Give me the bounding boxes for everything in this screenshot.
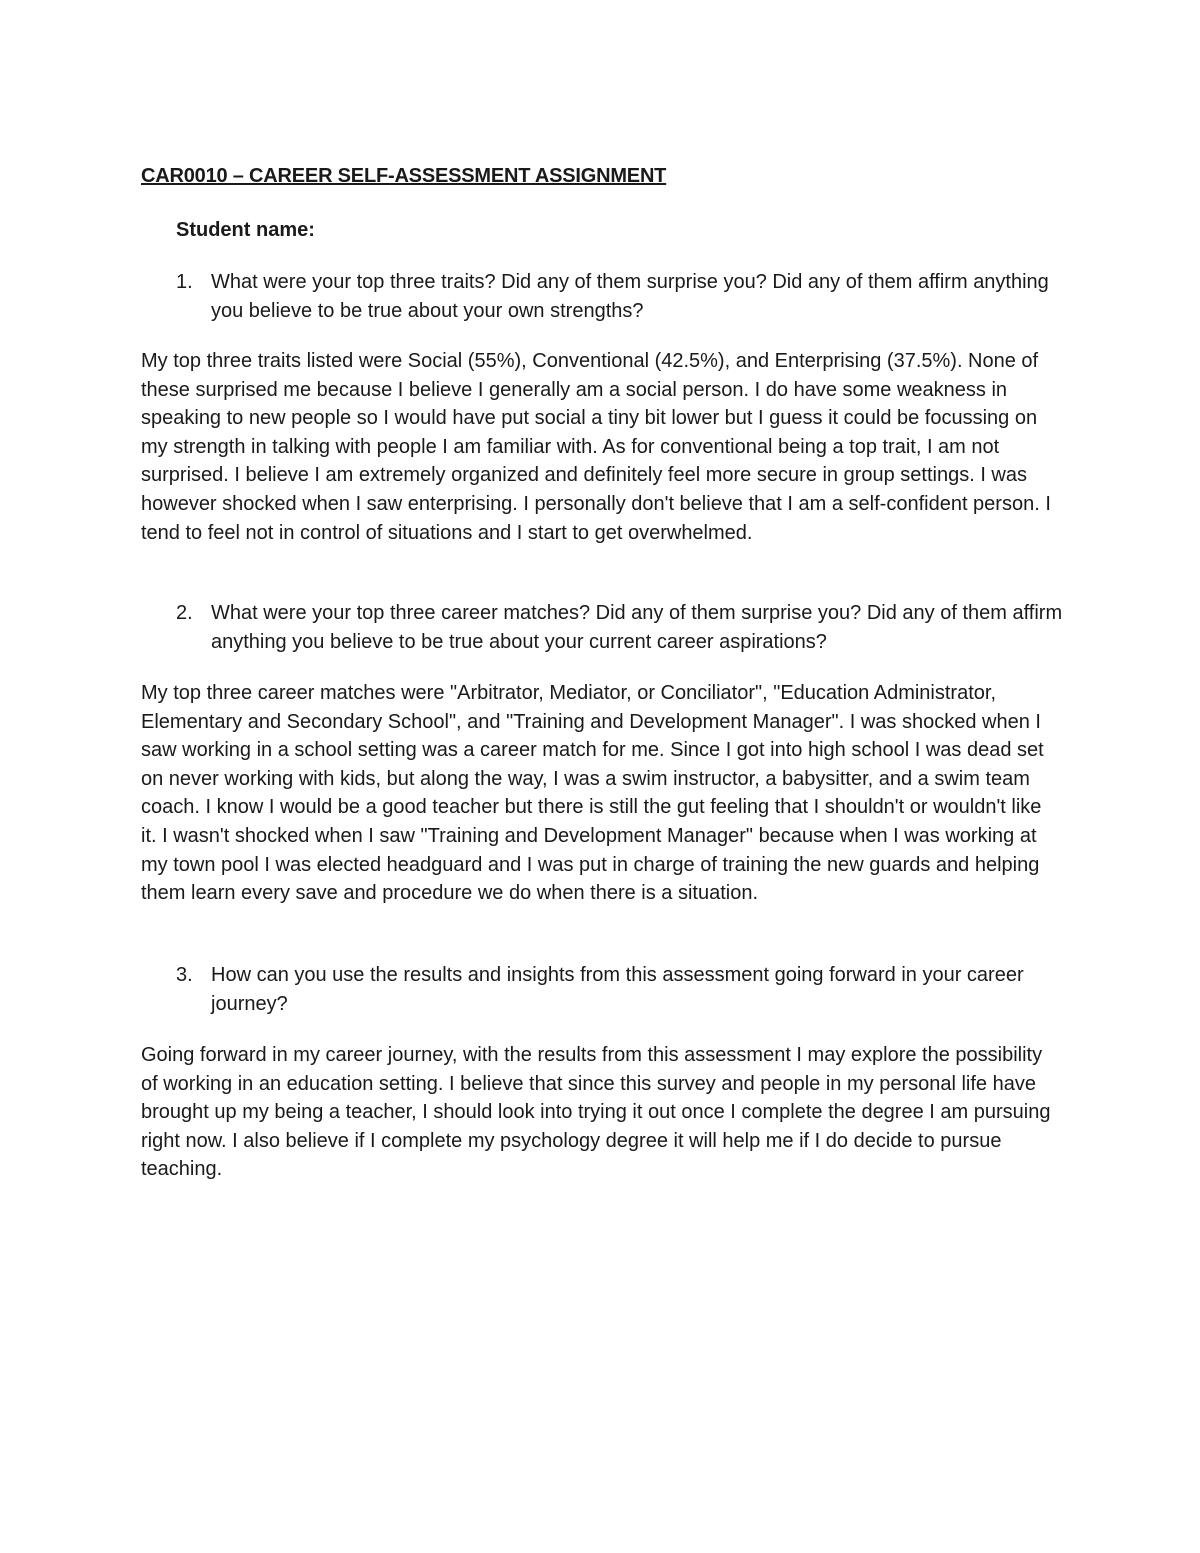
question-text: What were your top three career matches? Did any of them surprise you? Did any of them affirm anything you believe to be true about your current career aspirations?	[211, 602, 1063, 653]
answer-1: My top three traits listed were Social (55%), Conventional (42.5%), and Enterprising (37.5%). None of these surprised me because I believe I generally am a social person. I do have some weakness in speaking to new people so I would have put social a tiny bit lower but I guess it could be focussing on my strength in talking with people I am familiar with. As for conventional being a top trait, I am not surprised. I believe I am extremely organized and definitely feel more secure in group settings. I was however shocked when I saw enterprising. I personally don't believe that I am a self-confident person. I tend to feel not in control of situations and I start to get overwhelmed.	[141, 350, 1051, 544]
question-1	[141, 268, 1071, 325]
answer-3: Going forward in my career journey, with the results from this assessment I may explore the possibility of working in an education setting. I believe that since this survey and people in my personal life have brought up my being a teacher, I should look into trying it out once I complete the degree I am pursuing right now. I also believe if I complete my psychology degree it will help me if I do decide to pursue teaching.	[141, 1044, 1051, 1181]
document-title: CAR0010 – CAREER SELF-ASSESSMENT ASSIGNMENT	[141, 165, 667, 187]
question-text: How can you use the results and insights from this assessment going forward in your career journey?	[211, 964, 1024, 1015]
answer-2: My top three career matches were "Arbitrator, Mediator, or Conciliator", "Education Administrator, Elementary and Secondary School", and "Training and Development Manager". I was shocked when I saw working in a school setting was a career match for me. Since I got into high school I was dead set on never working with kids, but along the way, I was a swim instructor, a babysitter, and a swim team coach. I know I would be a good teacher but there is still the gut feeling that I shouldn't or wouldn't like it. I wasn't shocked when I saw "Training and Development Manager" because when I was working at my town pool I was elected headguard and I was put in charge of training the new guards and helping them learn every save and procedure we do when there is a situation.	[141, 682, 1044, 905]
question-text: What were your top three traits? Did any of them surprise you? Did any of them affirm anything you believe to be true about your own strengths?	[211, 271, 1049, 322]
question-3	[141, 961, 1071, 1018]
question-number: 1.	[176, 271, 193, 293]
question-number: 2.	[176, 602, 193, 624]
student-name-label: Student name:	[176, 219, 315, 241]
question-number: 3.	[176, 964, 193, 986]
question-2	[141, 599, 1071, 656]
